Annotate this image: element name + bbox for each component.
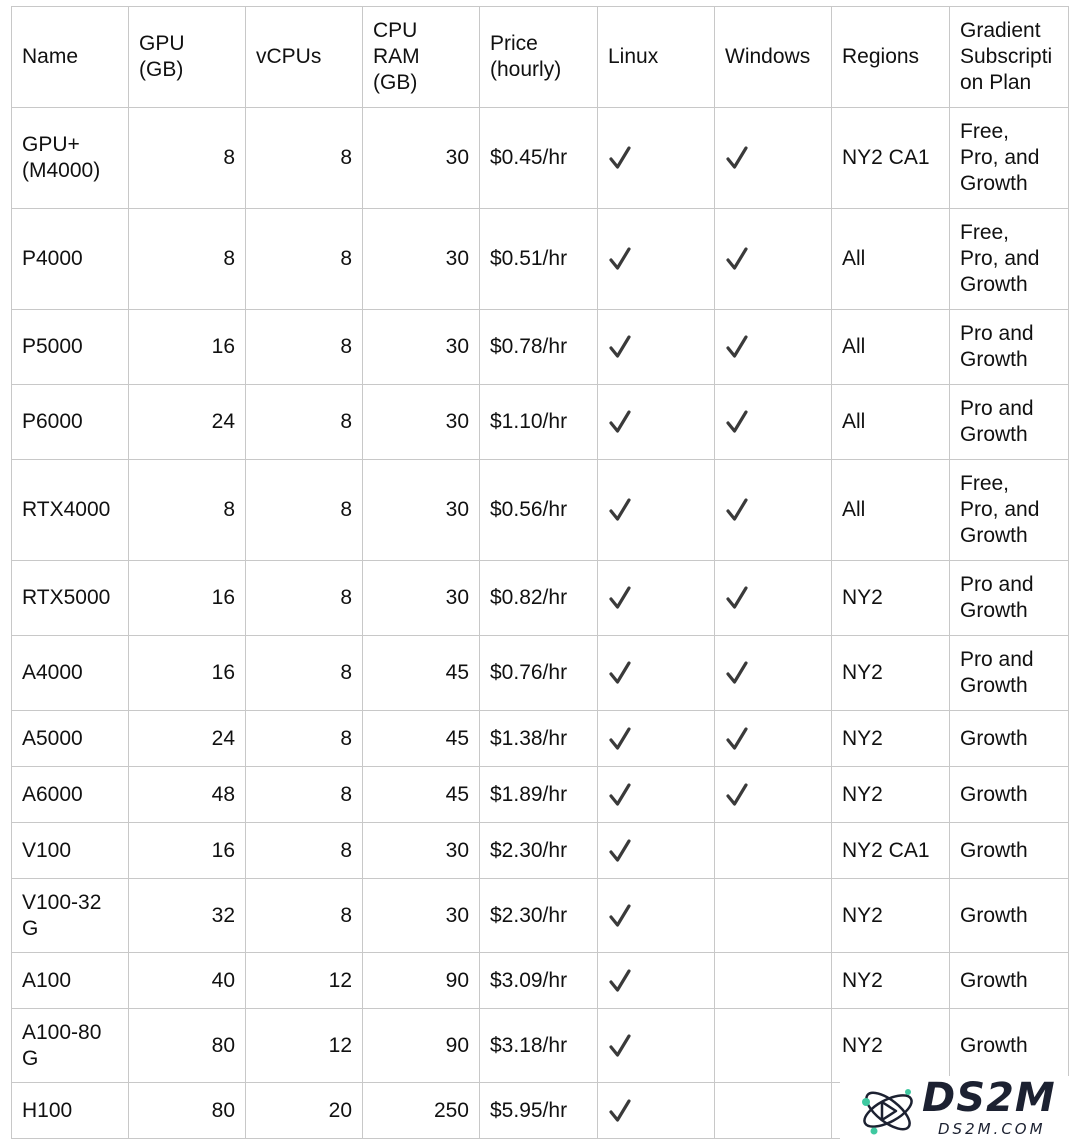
- check-icon: [608, 968, 632, 994]
- cell-vcpus: 8: [246, 636, 363, 711]
- cell-vcpus: 8: [246, 879, 363, 953]
- cell-cpu-ram: 30: [363, 561, 480, 636]
- check-icon: [725, 246, 749, 272]
- table-row: [12, 310, 1069, 385]
- cell-windows: [715, 310, 832, 385]
- cell-windows: [715, 209, 832, 310]
- check-icon: [725, 145, 749, 171]
- cell-vcpus: 12: [246, 953, 363, 1009]
- cell-price: $1.10/hr: [480, 385, 598, 460]
- gpu-pricing-table: [11, 6, 1069, 1139]
- check-icon: [608, 409, 632, 435]
- cell-gpu: 48: [129, 767, 246, 823]
- cell-plan: Pro and Growth: [950, 561, 1069, 636]
- cell-cpu-ram: 45: [363, 711, 480, 767]
- cell-linux: [598, 879, 715, 953]
- cell-vcpus: 8: [246, 310, 363, 385]
- check-icon: [608, 838, 632, 864]
- check-icon: [725, 334, 749, 360]
- cell-price: $2.30/hr: [480, 823, 598, 879]
- table-row: [12, 209, 1069, 310]
- check-icon: [608, 903, 632, 929]
- cell-price: $0.51/hr: [480, 209, 598, 310]
- cell-plan: Free, Pro, and Growth: [950, 108, 1069, 209]
- cell-cpu-ram: 30: [363, 108, 480, 209]
- cell-regions: NY2: [832, 767, 950, 823]
- check-icon: [725, 497, 749, 523]
- cell-name: A5000: [12, 711, 129, 767]
- header-row: [12, 7, 1069, 108]
- cell-price: $3.09/hr: [480, 953, 598, 1009]
- cell-name: V100: [12, 823, 129, 879]
- cell-windows: [715, 953, 832, 1009]
- check-icon: [725, 660, 749, 686]
- table-row: [12, 767, 1069, 823]
- cell-cpu-ram: 45: [363, 767, 480, 823]
- header-name: Name: [12, 7, 129, 108]
- cell-name: GPU+ (M4000): [12, 108, 129, 209]
- cell-price: $0.45/hr: [480, 108, 598, 209]
- cell-name: P5000: [12, 310, 129, 385]
- cell-cpu-ram: 90: [363, 1009, 480, 1083]
- cell-name: A4000: [12, 636, 129, 711]
- cell-regions: NY2: [832, 636, 950, 711]
- cell-linux: [598, 711, 715, 767]
- cell-cpu-ram: 30: [363, 879, 480, 953]
- cell-price: $0.82/hr: [480, 561, 598, 636]
- cell-windows: [715, 879, 832, 953]
- check-icon: [608, 145, 632, 171]
- table-row: [12, 385, 1069, 460]
- cell-cpu-ram: 30: [363, 385, 480, 460]
- table-row: [12, 561, 1069, 636]
- cell-linux: [598, 385, 715, 460]
- table-row: [12, 460, 1069, 561]
- cell-plan: Pro and Growth: [950, 636, 1069, 711]
- cell-cpu-ram: 30: [363, 823, 480, 879]
- check-icon: [608, 497, 632, 523]
- cell-regions: NY2: [832, 561, 950, 636]
- cell-price: $3.18/hr: [480, 1009, 598, 1083]
- cell-name: P4000: [12, 209, 129, 310]
- cell-windows: [715, 1009, 832, 1083]
- cell-regions: All: [832, 460, 950, 561]
- cell-price: $0.56/hr: [480, 460, 598, 561]
- cell-linux: [598, 636, 715, 711]
- atom-logo-icon: [852, 1078, 922, 1140]
- cell-name: A100: [12, 953, 129, 1009]
- cell-price: $0.78/hr: [480, 310, 598, 385]
- cell-plan: Growth: [950, 879, 1069, 953]
- cell-name: H100: [12, 1083, 129, 1139]
- cell-price: $0.76/hr: [480, 636, 598, 711]
- cell-windows: [715, 767, 832, 823]
- cell-name: P6000: [12, 385, 129, 460]
- cell-gpu: 32: [129, 879, 246, 953]
- cell-plan: Growth: [950, 711, 1069, 767]
- check-icon: [725, 782, 749, 808]
- header-windows: Windows: [715, 7, 832, 108]
- cell-gpu: 8: [129, 460, 246, 561]
- cell-gpu: 8: [129, 209, 246, 310]
- cell-price: $5.95/hr: [480, 1083, 598, 1139]
- check-icon: [608, 246, 632, 272]
- cell-plan: Free, Pro, and Growth: [950, 209, 1069, 310]
- cell-name: V100-32 G: [12, 879, 129, 953]
- cell-regions: NY2: [832, 879, 950, 953]
- cell-windows: [715, 823, 832, 879]
- cell-cpu-ram: 45: [363, 636, 480, 711]
- cell-vcpus: 20: [246, 1083, 363, 1139]
- cell-gpu: 16: [129, 823, 246, 879]
- cell-name: RTX4000: [12, 460, 129, 561]
- cell-gpu: 16: [129, 561, 246, 636]
- cell-regions: NY2: [832, 711, 950, 767]
- cell-gpu: 80: [129, 1009, 246, 1083]
- cell-linux: [598, 953, 715, 1009]
- cell-gpu: 16: [129, 310, 246, 385]
- header-gpu: GPU (GB): [129, 7, 246, 108]
- cell-linux: [598, 108, 715, 209]
- cell-vcpus: 12: [246, 1009, 363, 1083]
- cell-gpu: 24: [129, 385, 246, 460]
- cell-windows: [715, 711, 832, 767]
- watermark-title: DS2M: [922, 1075, 1056, 1121]
- cell-linux: [598, 310, 715, 385]
- cell-vcpus: 8: [246, 823, 363, 879]
- cell-plan: Growth: [950, 1009, 1069, 1083]
- cell-gpu: 16: [129, 636, 246, 711]
- header-cpu-ram: CPU RAM (GB): [363, 7, 480, 108]
- cell-windows: [715, 108, 832, 209]
- check-icon: [608, 585, 632, 611]
- check-icon: [608, 660, 632, 686]
- cell-cpu-ram: 30: [363, 310, 480, 385]
- watermark: [840, 1076, 1080, 1146]
- cell-vcpus: 8: [246, 108, 363, 209]
- cell-linux: [598, 460, 715, 561]
- cell-regions: NY2 CA1: [832, 108, 950, 209]
- header-regions: Regions: [832, 7, 950, 108]
- cell-cpu-ram: 30: [363, 209, 480, 310]
- table-row: [12, 1009, 1069, 1083]
- cell-plan: Growth: [950, 953, 1069, 1009]
- check-icon: [725, 726, 749, 752]
- cell-regions: All: [832, 310, 950, 385]
- cell-gpu: 40: [129, 953, 246, 1009]
- cell-cpu-ram: 30: [363, 460, 480, 561]
- table-row: [12, 879, 1069, 953]
- cell-windows: [715, 636, 832, 711]
- cell-regions: NY2: [832, 1009, 950, 1083]
- watermark-subtitle: DS2M.COM: [938, 1120, 1046, 1138]
- table-row: [12, 108, 1069, 209]
- cell-plan: Free, Pro, and Growth: [950, 460, 1069, 561]
- table-row: [12, 953, 1069, 1009]
- cell-cpu-ram: 90: [363, 953, 480, 1009]
- cell-name: A100-80 G: [12, 1009, 129, 1083]
- header-plan: Gradient Subscripti on Plan: [950, 7, 1069, 108]
- cell-vcpus: 8: [246, 561, 363, 636]
- cell-regions: All: [832, 209, 950, 310]
- cell-linux: [598, 767, 715, 823]
- cell-windows: [715, 1083, 832, 1139]
- cell-linux: [598, 1083, 715, 1139]
- cell-linux: [598, 209, 715, 310]
- cell-price: $2.30/hr: [480, 879, 598, 953]
- cell-name: RTX5000: [12, 561, 129, 636]
- check-icon: [608, 782, 632, 808]
- cell-gpu: 24: [129, 711, 246, 767]
- header-price: Price (hourly): [480, 7, 598, 108]
- cell-linux: [598, 1009, 715, 1083]
- cell-vcpus: 8: [246, 209, 363, 310]
- cell-regions: NY2: [832, 953, 950, 1009]
- cell-vcpus: 8: [246, 385, 363, 460]
- cell-gpu: 80: [129, 1083, 246, 1139]
- cell-plan: Growth: [950, 823, 1069, 879]
- header-vcpus: vCPUs: [246, 7, 363, 108]
- check-icon: [608, 1098, 632, 1124]
- cell-plan: Growth: [950, 767, 1069, 823]
- cell-vcpus: 8: [246, 460, 363, 561]
- cell-name: A6000: [12, 767, 129, 823]
- check-icon: [608, 1033, 632, 1059]
- cell-regions: NY2 CA1: [832, 823, 950, 879]
- table-row: [12, 823, 1069, 879]
- check-icon: [608, 726, 632, 752]
- cell-windows: [715, 385, 832, 460]
- check-icon: [725, 585, 749, 611]
- cell-gpu: 8: [129, 108, 246, 209]
- cell-vcpus: 8: [246, 711, 363, 767]
- cell-linux: [598, 823, 715, 879]
- table-row: [12, 636, 1069, 711]
- cell-price: $1.38/hr: [480, 711, 598, 767]
- cell-windows: [715, 460, 832, 561]
- cell-linux: [598, 561, 715, 636]
- table-body: [12, 108, 1069, 1139]
- cell-windows: [715, 561, 832, 636]
- check-icon: [608, 334, 632, 360]
- cell-regions: All: [832, 385, 950, 460]
- table-row: [12, 711, 1069, 767]
- check-icon: [725, 409, 749, 435]
- header-linux: Linux: [598, 7, 715, 108]
- cell-plan: Pro and Growth: [950, 310, 1069, 385]
- cell-price: $1.89/hr: [480, 767, 598, 823]
- cell-vcpus: 8: [246, 767, 363, 823]
- cell-cpu-ram: 250: [363, 1083, 480, 1139]
- cell-plan: Pro and Growth: [950, 385, 1069, 460]
